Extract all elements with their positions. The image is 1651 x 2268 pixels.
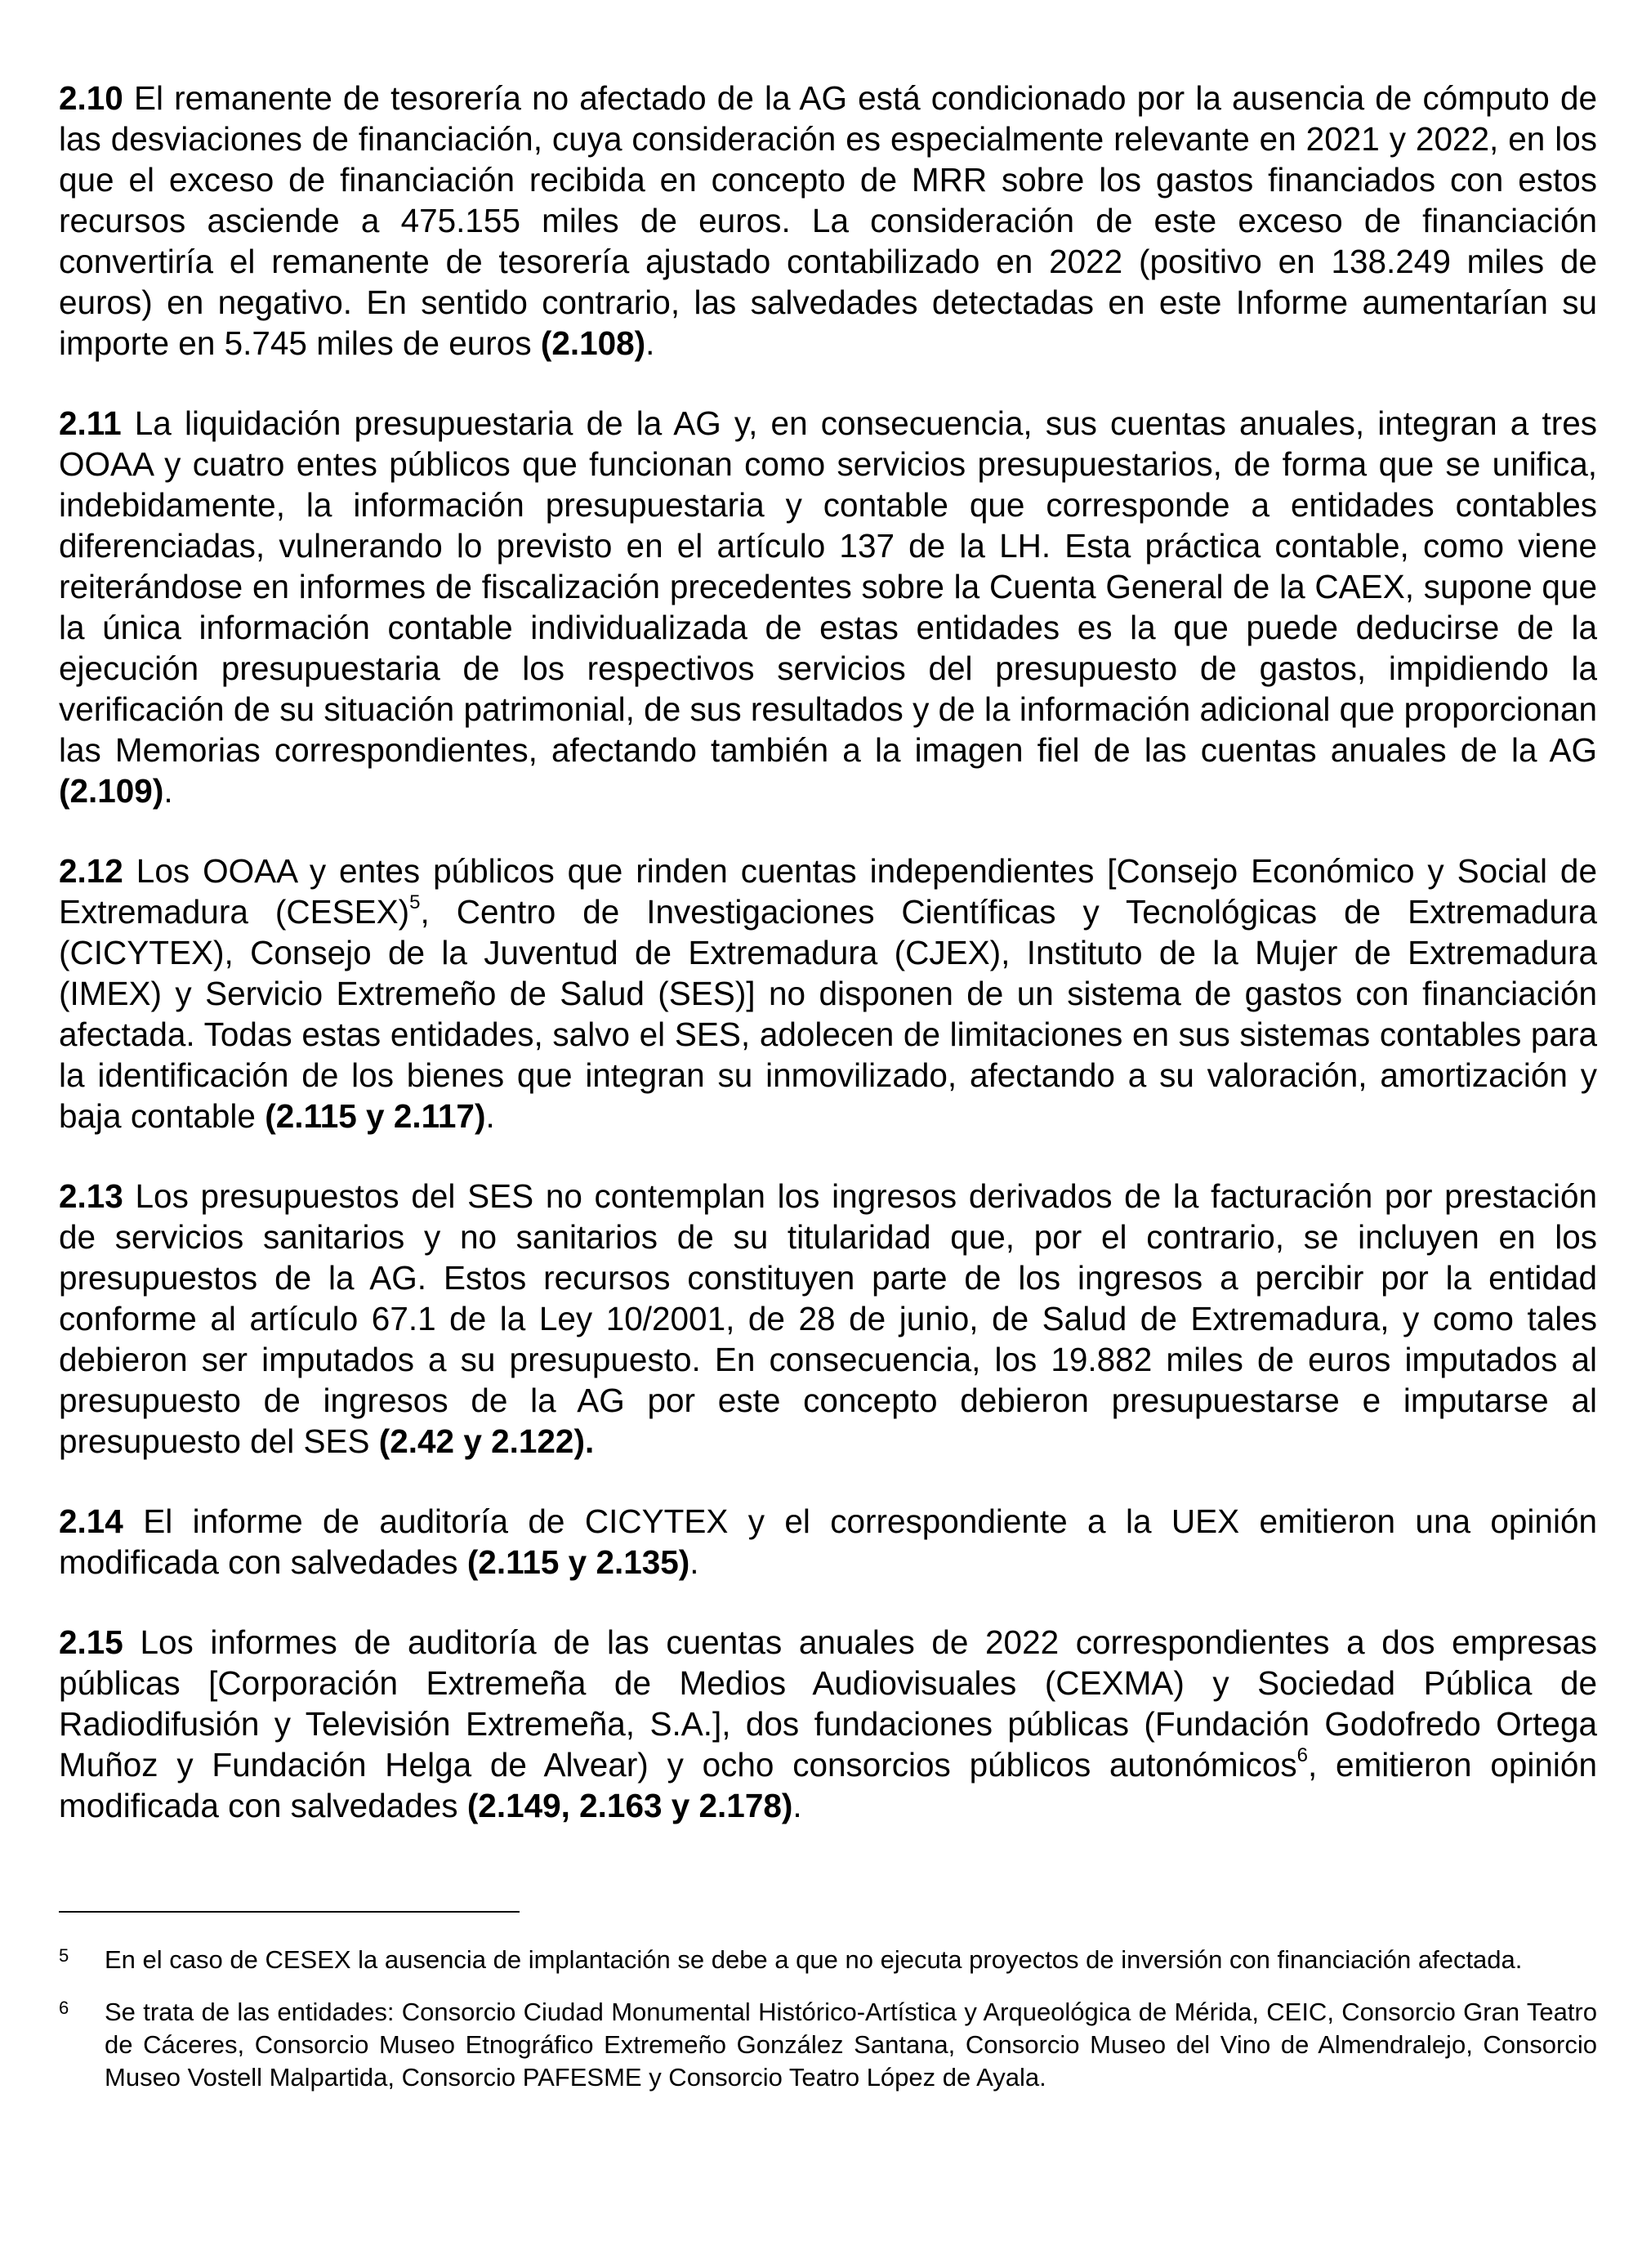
paragraph-text: Los OOAA y entes públicos que rinden cuentas independientes [Consejo Económico y Social de Extremadura (CESEX)	[59, 852, 1597, 931]
paragraph-text: , emitieron opinión modificada con salvedades	[59, 1746, 1597, 1824]
footnote-reference-5[interactable]: 5	[409, 891, 421, 913]
paragraph-number: 2.13	[59, 1177, 123, 1215]
paragraph-2-11	[59, 403, 1597, 811]
cross-reference: (2.109)	[59, 772, 164, 810]
cross-reference: (2.108)	[540, 324, 646, 362]
paragraph-text: El informe de auditoría de CICYTEX y el correspondiente a la UEX emitieron una opinión modificada con salvedades	[59, 1502, 1597, 1581]
paragraph-text: .	[163, 772, 173, 810]
paragraph-text: Los presupuestos del SES no contemplan los ingresos derivados de la facturación por prestación de servicios sanitarios y no sanitarios de su titularidad que, por el contrario, se incluyen en los presupuestos de la AG. Estos recursos constituyen parte de los ingresos a percibir por la entidad conforme al artículo 67.1 de la Ley 10/2001, de 28 de junio, de Salud de Extremadura, y como tales debieron ser imputados a su presupuesto. En consecuencia, los 19.882 miles de euros imputados al presupuesto de ingresos de la AG por este concepto debieron presupuestarse e imputarse al presupuesto del SES	[59, 1177, 1597, 1460]
footnote-mark: 6	[59, 1998, 69, 2018]
footnote-6	[59, 1996, 1597, 2094]
paragraph-text: .	[689, 1543, 699, 1581]
paragraph-2-14	[59, 1501, 1597, 1583]
paragraph-text: .	[485, 1097, 495, 1135]
paragraph-number: 2.15	[59, 1623, 123, 1661]
cross-reference: (2.149, 2.163 y 2.178)	[466, 1787, 793, 1824]
paragraph-number: 2.12	[59, 852, 123, 890]
paragraph-text: La liquidación presupuestaria de la AG y, en consecuencia, sus cuentas anuales, integran a tres OOAA y cuatro entes públicos que funcionan como servicios presupuestarios, de forma que se unifica, indebidamente, la información presupuestaria y contable que corresponde a entidades contables diferenciadas, vulnerando lo previsto en el artículo 137 de la LH. Esta práctica contable, como viene reiterándose en informes de fiscalización precedentes sobre la Cuenta General de la CAEX, supone que la única información contable individualizada de estas entidades es la que puede deducirse de la ejecución presupuestaria de los respectivos servicios del presupuesto de gastos, impidiendo la verificación de su situación patrimonial, de sus resultados y de la información adicional que proporcionan las Memorias correspondientes, afectando también a la imagen fiel de las cuentas anuales de la AG	[59, 404, 1597, 769]
paragraph-2-13	[59, 1176, 1597, 1462]
paragraph-text: .	[645, 324, 655, 362]
footnote-5	[59, 1944, 1597, 1976]
footnote-separator	[59, 1911, 520, 1913]
footnote-reference-6[interactable]: 6	[1296, 1743, 1308, 1766]
paragraph-number: 2.10	[59, 79, 123, 117]
paragraph-number: 2.11	[59, 404, 122, 442]
paragraph-text: .	[792, 1787, 802, 1824]
paragraph-number: 2.14	[59, 1502, 123, 1540]
footnote-mark: 5	[59, 1945, 69, 1966]
paragraph-2-10	[59, 78, 1597, 364]
footnote-text: En el caso de CESEX la ausencia de implantación se debe a que no ejecuta proyectos de inversión con financiación afectada.	[105, 1945, 1523, 1974]
footnotes-section	[59, 1911, 1597, 2114]
paragraph-2-15	[59, 1622, 1597, 1826]
cross-reference: (2.115 y 2.135)	[466, 1543, 690, 1581]
paragraph-2-12	[59, 850, 1597, 1136]
cross-reference: (2.42 y 2.122).	[378, 1422, 595, 1460]
paragraph-text: Los informes de auditoría de las cuentas anuales de 2022 correspondientes a dos empresas públicas [Corporación Extremeña de Medios Audiovisuales (CEXMA) y Sociedad Pública de Radiodifusión y Televisión Extremeña, S.A.], dos fundaciones públicas (Fundación Godofredo Ortega Muñoz y Fundación Helga de Alvear) y ocho consorcios públicos autonómicos	[59, 1623, 1597, 1784]
document-body	[59, 78, 1597, 1865]
cross-reference: (2.115 y 2.117)	[265, 1097, 486, 1135]
paragraph-text: El remanente de tesorería no afectado de la AG está condicionado por la ausencia de cómputo de las desviaciones de financiación, cuya consideración es especialmente relevante en 2021 y 2022, en los que el exceso de financiación recibida en concepto de MRR sobre los gastos financiados con estos recursos asciende a 475.155 miles de euros. La consideración de este exceso de financiación convertiría el remanente de tesorería ajustado contabilizado en 2022 (positivo en 138.249 miles de euros) en negativo. En sentido contrario, las salvedades detectadas en este Informe aumentarían su importe en 5.745 miles de euros	[59, 79, 1597, 362]
paragraph-text: , Centro de Investigaciones Científicas y Tecnológicas de Extremadura (CICYTEX), Consejo de la Juventud de Extremadura (CJEX), Instituto de la Mujer de Extremadura (IMEX) y Servicio Extremeño de Salud (SES)] no disponen de un sistema de gastos con financiación afectada. Todas estas entidades, salvo el SES, adolecen de limitaciones en sus sistemas contables para la identificación de los bienes que integran su inmovilizado, afectando a su valoración, amortización y baja contable	[59, 893, 1597, 1135]
footnote-text: Se trata de las entidades: Consorcio Ciudad Monumental Histórico-Artística y Arqueológica de Mérida, CEIC, Consorcio Gran Teatro de Cáceres, Consorcio Museo Etnográfico Extremeño González Santana, Consorcio Museo del Vino de Almendralejo, Consorcio Museo Vostell Malpartida, Consorcio PAFESME y Consorcio Teatro López de Ayala.	[105, 1998, 1597, 2092]
